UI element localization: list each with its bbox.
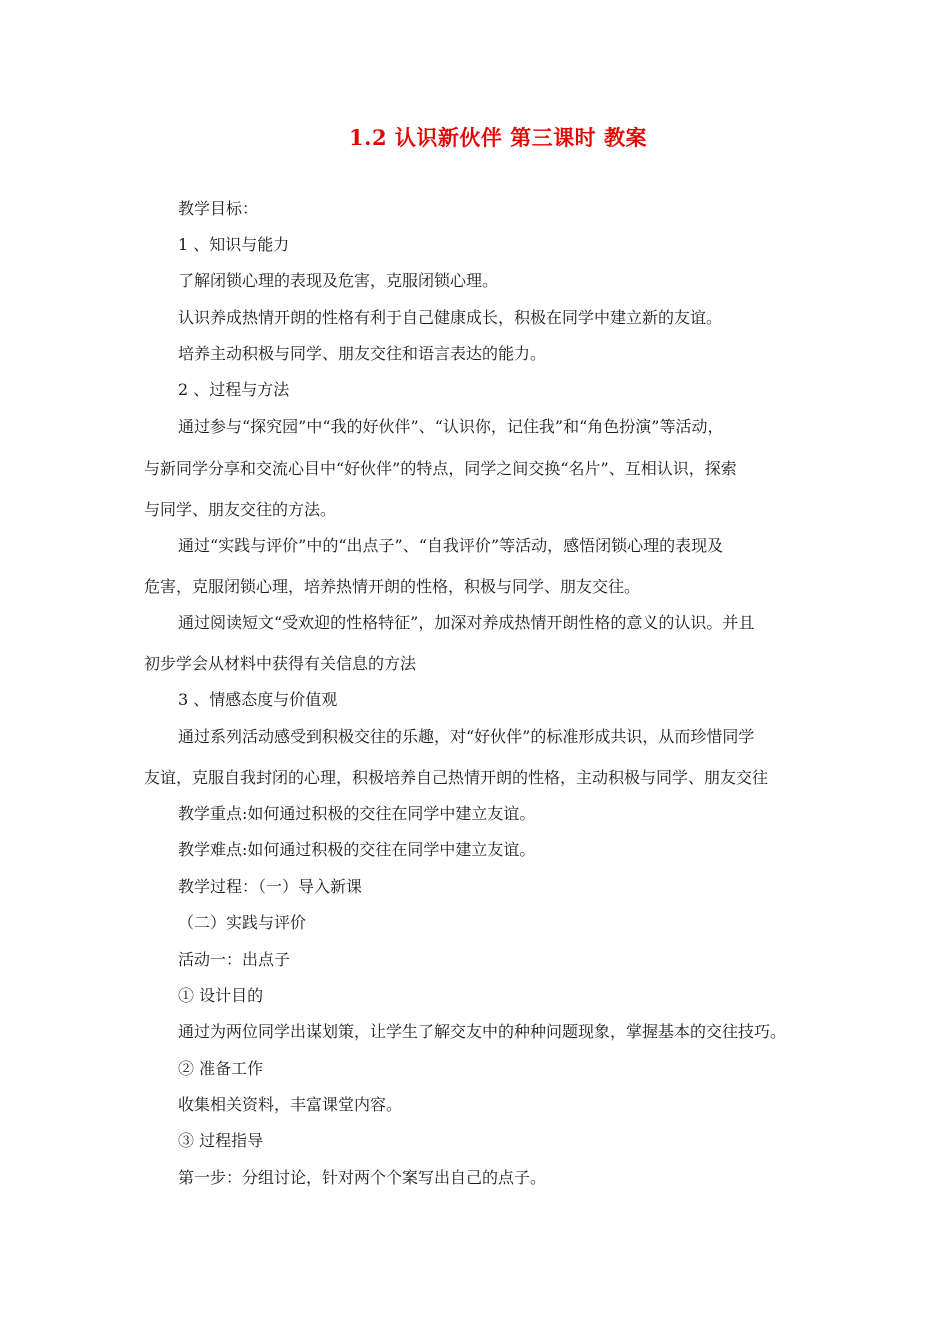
activity-heading: 活动一：出点子 bbox=[178, 950, 291, 969]
paragraph-line: 危害，克服闭锁心理，培养热情开朗的性格，积极与同学、朋友交往。 bbox=[144, 577, 641, 596]
list-item-heading: ③ 过程指导 bbox=[178, 1131, 264, 1150]
subsection-heading: （二）实践与评价 bbox=[178, 913, 307, 932]
paragraph-line: 收集相关资料，丰富课堂内容。 bbox=[178, 1095, 403, 1114]
list-item-heading: ① 设计目的 bbox=[178, 986, 264, 1005]
paragraph-line: 通过为两位同学出谋划策，让学生了解交友中的种种问题现象，掌握基本的交往技巧。 bbox=[178, 1022, 787, 1041]
section-heading-knowledge: 1 、知识与能力 bbox=[178, 235, 290, 254]
teaching-process-heading: 教学过程：（一）导入新课 bbox=[178, 877, 363, 896]
paragraph-line: 通过参与“探究园”中“我的好伙伴”、“认识你，记住我”和“角色扮演”等活动， bbox=[178, 417, 724, 436]
paragraph-line: 认识养成热情开朗的性格有利于自己健康成长，积极在同学中建立新的友谊。 bbox=[178, 308, 723, 327]
paragraph-line: 友谊，克服自我封闭的心理，积极培养自己热情开朗的性格，主动积极与同学、朋友交往 bbox=[144, 768, 769, 787]
paragraph-line: 了解闭锁心理的表现及危害，克服闭锁心理。 bbox=[178, 271, 499, 290]
paragraph-line: 通过“实践与评价”中的“出点子”、“自我评价”等活动，感悟闭锁心理的表现及 bbox=[178, 536, 724, 555]
document-title: 1.2 认识新伙伴 第三课时 教案 bbox=[349, 125, 647, 150]
teaching-goals-heading: 教学目标： bbox=[178, 199, 259, 218]
paragraph-line: 通过系列活动感受到积极交往的乐趣，对“好伙伴”的标准形成共识，从而珍惜同学 bbox=[178, 727, 755, 746]
paragraph-line: 第一步：分组讨论，针对两个个案写出自己的点子。 bbox=[178, 1168, 547, 1187]
section-heading-attitude: 3 、情感态度与价值观 bbox=[178, 690, 338, 709]
key-point: 教学重点:如何通过积极的交往在同学中建立友谊。 bbox=[178, 804, 536, 823]
paragraph-line: 与同学、朋友交往的方法。 bbox=[144, 500, 337, 519]
difficult-point: 教学难点:如何通过积极的交往在同学中建立友谊。 bbox=[178, 840, 536, 859]
paragraph-line: 与新同学分享和交流心目中“好伙伴”的特点，同学之间交换“名片”、互相认识，探索 bbox=[144, 459, 737, 478]
list-item-heading: ② 准备工作 bbox=[178, 1059, 264, 1078]
paragraph-line: 培养主动积极与同学、朋友交往和语言表达的能力。 bbox=[178, 344, 547, 363]
paragraph-line: 通过阅读短文“受欢迎的性格特征”，加深对养成热情开朗性格的意义的认识。并且 bbox=[178, 613, 755, 632]
paragraph-line: 初步学会从材料中获得有关信息的方法 bbox=[144, 654, 417, 673]
section-heading-process: 2 、过程与方法 bbox=[178, 380, 290, 399]
